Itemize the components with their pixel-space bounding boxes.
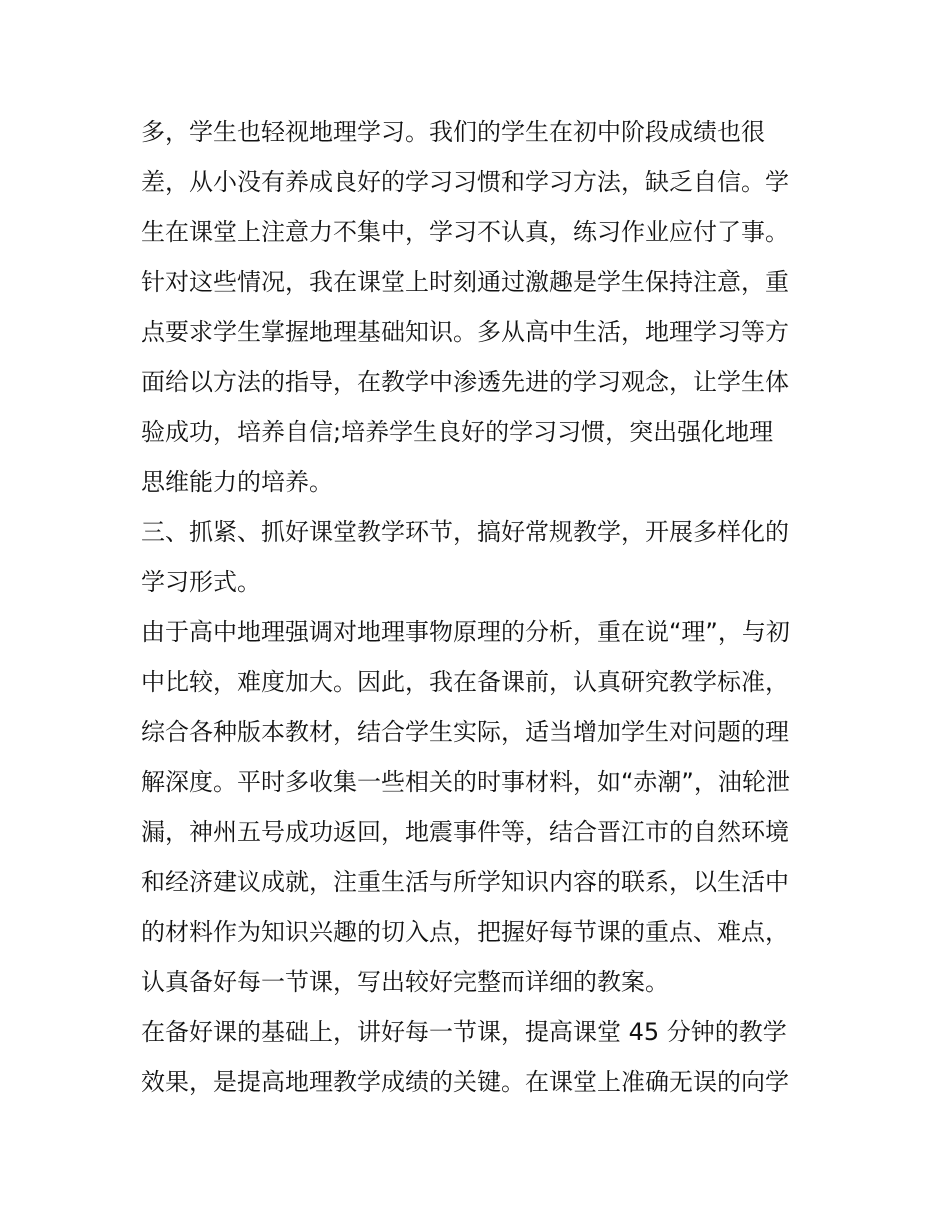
text-line: 针对这些情况，我在课堂上时刻通过激趣是学生保持注意，重 [141, 268, 789, 296]
text-line: 思维能力的培养。 [141, 468, 333, 496]
section-heading: 三、抓紧、抓好课堂教学环节，搞好常规教学，开展多样化的 [141, 518, 789, 546]
text-line: 认真备好每一节课，写出较好完整而详细的教案。 [141, 968, 669, 996]
text-line: 多，学生也轻视地理学习。我们的学生在初中阶段成绩也很 [141, 118, 765, 146]
text-line: 综合各种版本教材，结合学生实际，适当增加学生对问题的理 [141, 718, 789, 746]
text-line: 漏，神州五号成功返回，地震事件等，结合晋江市的自然环境 [141, 818, 789, 846]
text-line: 面给以方法的指导，在教学中渗透先进的学习观念，让学生体 [141, 368, 789, 396]
section-heading: 学习形式。 [141, 568, 261, 596]
text-line: 效果，是提高地理教学成绩的关键。在课堂上准确无误的向学 [141, 1068, 789, 1096]
text-line: 解深度。平时多收集一些相关的时事材料，如“赤潮”，油轮泄 [141, 768, 790, 796]
text-line: 由于高中地理强调对地理事物原理的分析，重在说“理”，与初 [141, 618, 790, 646]
text-line: 在备好课的基础上，讲好每一节课，提高课堂 45 分钟的教学 [141, 1018, 787, 1046]
text-line: 的材料作为知识兴趣的切入点，把握好每节课的重点、难点， [141, 918, 789, 946]
text-line: 中比较，难度加大。因此，我在备课前，认真研究教学标准， [141, 668, 789, 696]
text-line: 验成功，培养自信;培养学生良好的学习习惯，突出强化地理 [141, 418, 774, 446]
text-line: 生在课堂上注意力不集中，学习不认真，练习作业应付了事。 [141, 218, 789, 246]
text-line: 差，从小没有养成良好的学习习惯和学习方法，缺乏自信。学 [141, 168, 789, 196]
text-line: 点要求学生掌握地理基础知识。多从高中生活，地理学习等方 [141, 318, 789, 346]
text-line: 和经济建议成就，注重生活与所学知识内容的联系，以生活中 [141, 868, 789, 896]
